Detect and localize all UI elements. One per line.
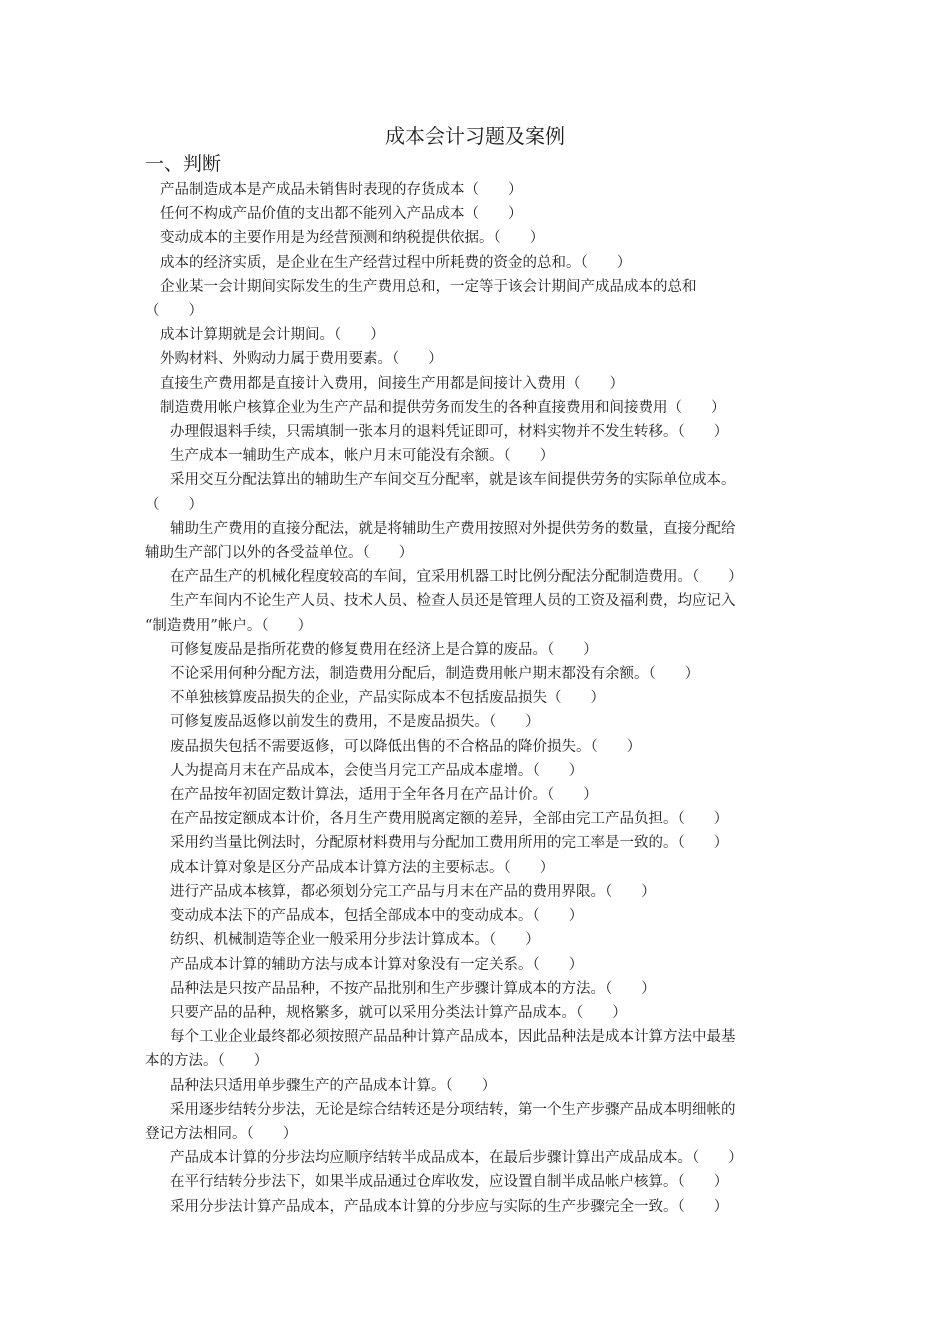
question-text: 企业某一会计期间实际发生的生产费用总和，一定等于该会计期间产成品成本的总和: [160, 278, 697, 295]
question-text: 成本计算期就是会计期间。（ ）: [160, 327, 385, 344]
question-text-continued: “制造费用”帐户。（ ）: [145, 617, 313, 634]
question-item: [0, 856, 950, 880]
question-text: 在产品按定额成本计价，各月生产费用脱离定额的差异，全部由完工产品负担。（ ）: [170, 811, 729, 828]
question-item: [0, 1170, 950, 1194]
question-text: 不论采用何种分配方法，制造费用分配后，制造费用帐户期末都没有余额。（ ）: [170, 666, 700, 683]
question-item: [0, 444, 950, 468]
question-item: [0, 202, 950, 226]
question-text: 辅助生产费用的直接分配法，就是将辅助生产费用按照对外提供劳务的数量，直接分配给: [170, 520, 736, 537]
question-text: 不单独核算废品损失的企业，产品实际成本不包括废品损失（ ）: [170, 690, 605, 707]
judgement-question-list: [0, 178, 950, 1219]
question-text: 废品损失包括不需要返修，可以降低出售的不合格品的降价损失。（ ）: [170, 738, 642, 755]
question-item: [0, 953, 950, 977]
question-text: 只要产品的品种，规格繁多，就可以采用分类法计算产品成本。（ ）: [170, 1004, 627, 1021]
question-item: [0, 1195, 950, 1219]
question-item: [0, 904, 950, 928]
question-item: [0, 759, 950, 783]
question-text-continued: 辅助生产部门以外的各受益单位。（ ）: [145, 545, 414, 562]
question-item: [0, 517, 950, 565]
question-item: [0, 1146, 950, 1170]
question-item: [0, 251, 950, 275]
question-text: 人为提高月末在产品成本，会使当月完工产品成本虚增。（ ）: [170, 762, 584, 779]
question-text: 生产成本一辅助生产成本，帐户月末可能没有余额。（ ）: [170, 448, 555, 465]
question-item: [0, 880, 950, 904]
question-text: 采用逐步结转分步法，无论是综合结转还是分项结转，第一个生产步骤产品成本明细帐的: [170, 1101, 736, 1118]
question-text: 在产品按年初固定数计算法，适用于全年各月在产品计价。（ ）: [170, 787, 598, 804]
question-item: [0, 323, 950, 347]
question-text-continued: （ ）: [145, 496, 203, 513]
question-item: [0, 1098, 950, 1146]
question-item: [0, 1025, 950, 1073]
question-text: 纺织、机械制造等企业一般采用分步法计算成本。（ ）: [170, 932, 540, 949]
question-text: 品种法是只按产品品种，不按产品批别和生产步骤计算成本的方法。（ ）: [170, 980, 656, 997]
question-item: [0, 226, 950, 250]
document-title: 成本会计习题及案例: [385, 124, 565, 148]
question-text: 每个工业企业最终都必须按照产品品种计算产品成本，因此品种法是成本计算方法中最基: [170, 1029, 736, 1046]
question-text: 直接生产费用都是直接计入费用，间接生产用都是间接计入费用（ ）: [160, 375, 624, 392]
question-item: [0, 372, 950, 396]
question-text: 制造费用帐户核算企业为生产产品和提供劳务而发生的各种直接费用和间接费用（ ）: [160, 399, 726, 416]
question-item: [0, 928, 950, 952]
question-item: [0, 1074, 950, 1098]
question-text: 在平行结转分步法下，如果半成品通过仓库收发，应设置自制半成品帐户核算。（ ）: [170, 1174, 729, 1191]
question-item: [0, 178, 950, 202]
question-item: [0, 638, 950, 662]
question-item: [0, 735, 950, 759]
question-item: [0, 807, 950, 831]
question-text: 任何不构成产品价值的支出都不能列入产品成本（ ）: [160, 206, 523, 223]
question-text: 采用分步法计算产品成本，产品成本计算的分步应与实际的生产步骤完全一致。（ ）: [170, 1198, 729, 1215]
question-item: [0, 565, 950, 589]
question-text: 成本的经济实质，是企业在生产经营过程中所耗费的资金的总和。（ ）: [160, 254, 632, 271]
question-text: 品种法只适用单步骤生产的产品成本计算。（ ）: [170, 1077, 497, 1094]
question-item: [0, 831, 950, 855]
question-item: [0, 396, 950, 420]
question-text: 变动成本法下的产品成本，包括全部成本中的变动成本。（ ）: [170, 908, 584, 925]
question-text-continued: （ ）: [145, 303, 203, 320]
question-text: 成本计算对象是区分产品成本计算方法的主要标志。（ ）: [170, 859, 555, 876]
question-item: [0, 347, 950, 371]
question-text: 进行产品成本核算，都必须划分完工产品与月末在产品的费用界限。（ ）: [170, 883, 656, 900]
question-item: [0, 662, 950, 686]
question-item: [0, 589, 950, 637]
question-text: 可修复废品是指所花费的修复费用在经济上是合算的废品。（ ）: [170, 641, 598, 658]
question-text: 采用约当量比例法时，分配原材料费用与分配加工费用所用的完工率是一致的。（ ）: [170, 835, 729, 852]
question-item: [0, 275, 950, 323]
question-item: [0, 783, 950, 807]
question-item: [0, 977, 950, 1001]
question-text: 变动成本的主要作用是为经营预测和纳税提供依据。（ ）: [160, 230, 545, 247]
question-text: 外购材料、外购动力属于费用要素。（ ）: [160, 351, 443, 368]
question-text: 产品成本计算的分步法均应顺序结转半成品成本，在最后步骤计算出产成品成本。（ ）: [170, 1150, 743, 1167]
question-text: 产品成本计算的辅助方法与成本计算对象没有一定关系。（ ）: [170, 956, 584, 973]
question-item: [0, 1001, 950, 1025]
question-text: 采用交互分配法算出的辅助生产车间交互分配率，就是该车间提供劳务的实际单位成本。: [170, 472, 736, 489]
question-text: 产品制造成本是产成品未销售时表现的存货成本（ ）: [160, 182, 523, 198]
question-text-continued: 本的方法。（ ）: [145, 1053, 269, 1070]
question-item: [0, 710, 950, 734]
section-heading: 一、判断: [145, 153, 222, 175]
question-text: 在产品生产的机械化程度较高的车间，宜采用机器工时比例分配法分配制造费用。（ ）: [170, 569, 743, 586]
question-item: [0, 420, 950, 444]
question-text: 办理假退料手续，只需填制一张本月的退料凭证即可，材料实物并不发生转移。（ ）: [170, 424, 729, 441]
question-item: [0, 686, 950, 710]
question-text: 可修复废品返修以前发生的费用，不是废品损失。（ ）: [170, 714, 540, 731]
question-item: [0, 468, 950, 516]
question-text-continued: 登记方法相同。（ ）: [145, 1125, 298, 1142]
question-text: 生产车间内不论生产人员、技术人员、检查人员还是管理人员的工资及福利费，均应记入: [170, 593, 736, 610]
